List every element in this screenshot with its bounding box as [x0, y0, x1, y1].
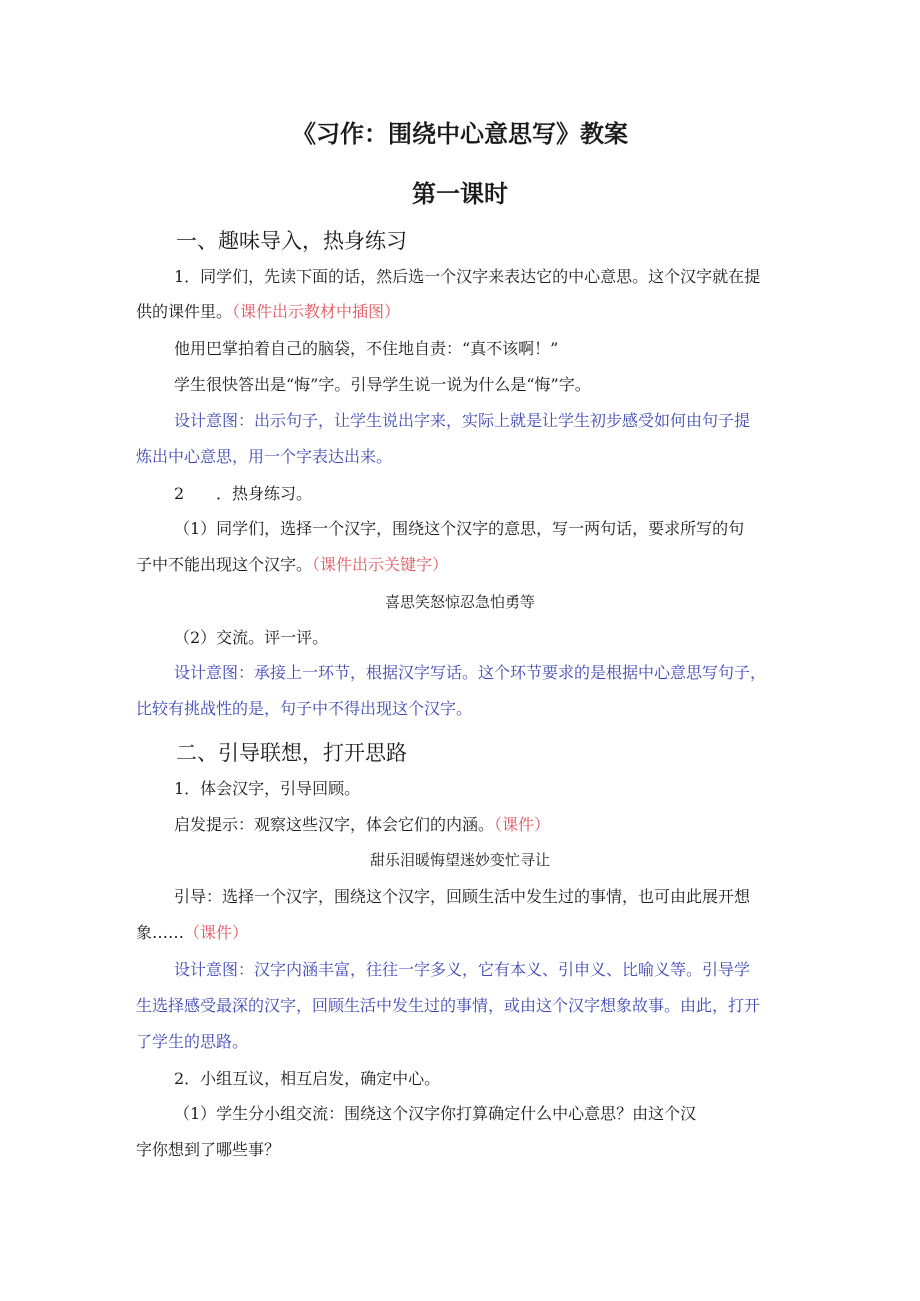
- answer-line: 学生很快答出是“悔”字。引导学生说一说为什么是“悔”字。: [174, 375, 591, 394]
- quote-line: 他用巴掌拍着自己的脑袋，不住地自责：“真不该啊！”: [174, 339, 559, 358]
- paragraph-line: （1）同学们，选择一个汉字，围绕这个汉字的意思，写一两句话，要求所写的句: [174, 519, 745, 538]
- courseware-note: （课件出示关键字）: [312, 555, 449, 574]
- paragraph-text: 子中不能出现这个汉字。: [136, 555, 313, 574]
- paragraph-line: 1．体会汉字，引导回顾。: [174, 779, 361, 798]
- item-text: ．热身练习。: [216, 484, 313, 503]
- design-intent-line: 设计意图：承接上一环节，根据汉字写话。这个环节要求的是根据中心意思写句子，: [174, 663, 767, 682]
- design-intent-line: 了学生的思路。: [136, 1032, 249, 1051]
- section-2-heading: 二、引导联想，打开思路: [176, 741, 407, 765]
- design-intent-line: 生选择感受最深的汉字，回顾生活中发生过的事情，或由这个汉字想象故事。由此，打开: [136, 996, 761, 1015]
- design-intent-line: 比较有挑战性的是，句子中不得出现这个汉字。: [136, 699, 473, 718]
- courseware-note: （课件）: [184, 923, 249, 942]
- paragraph-line: 字你想到了哪些事？: [136, 1140, 281, 1159]
- paragraph-line: [136, 922, 248, 944]
- design-intent-line: 设计意图：出示句子，让学生说出字来，实际上就是让学生初步感受如何由句子提: [174, 411, 751, 430]
- design-intent-line: 炼出中心意思，用一个字表达出来。: [136, 447, 393, 466]
- paragraph-line: [136, 554, 448, 576]
- paragraph-line: 1．同学们，先读下面的话，然后选一个汉字来表达它的中心意思。这个汉字就在提: [174, 267, 761, 286]
- paragraph-line: （2）交流。评一评。: [174, 628, 329, 647]
- paragraph-text: 供的课件里。: [136, 302, 233, 321]
- key-characters: 甜乐泪暖悔望迷妙变忙寻让: [369, 851, 550, 869]
- paragraph-text: 启发提示：观察这些汉字，体会它们的内涵。: [174, 815, 495, 834]
- design-intent-line: 设计意图：汉字内涵丰富，往往一字多义，它有本义、引申义、比喻义等。引导学: [174, 960, 751, 979]
- key-characters: 喜思笑怒惊忍急怕勇等: [384, 593, 535, 611]
- item-number: 2: [174, 484, 185, 503]
- section-1-heading: 一、趣味导入，热身练习: [176, 229, 407, 253]
- paragraph-line: [174, 814, 550, 836]
- courseware-note: （课件）: [494, 815, 551, 834]
- paragraph-line: 2．小组互议，相互启发，确定中心。: [174, 1069, 441, 1088]
- paragraph-line: [136, 301, 400, 323]
- lesson-heading: 第一课时: [412, 180, 508, 208]
- paragraph-line: 引导：选择一个汉字，围绕这个汉字，回顾生活中发生过的事情，也可由此展开想: [174, 887, 751, 906]
- document-title: 《习作：围绕中心意思写》教案: [292, 120, 628, 148]
- paragraph-text: 象……: [136, 923, 185, 942]
- courseware-note: （课件出示教材中插图）: [232, 302, 401, 321]
- paragraph-line: （1）学生分小组交流：围绕这个汉字你打算确定什么中心意思？由这个汉: [174, 1104, 697, 1123]
